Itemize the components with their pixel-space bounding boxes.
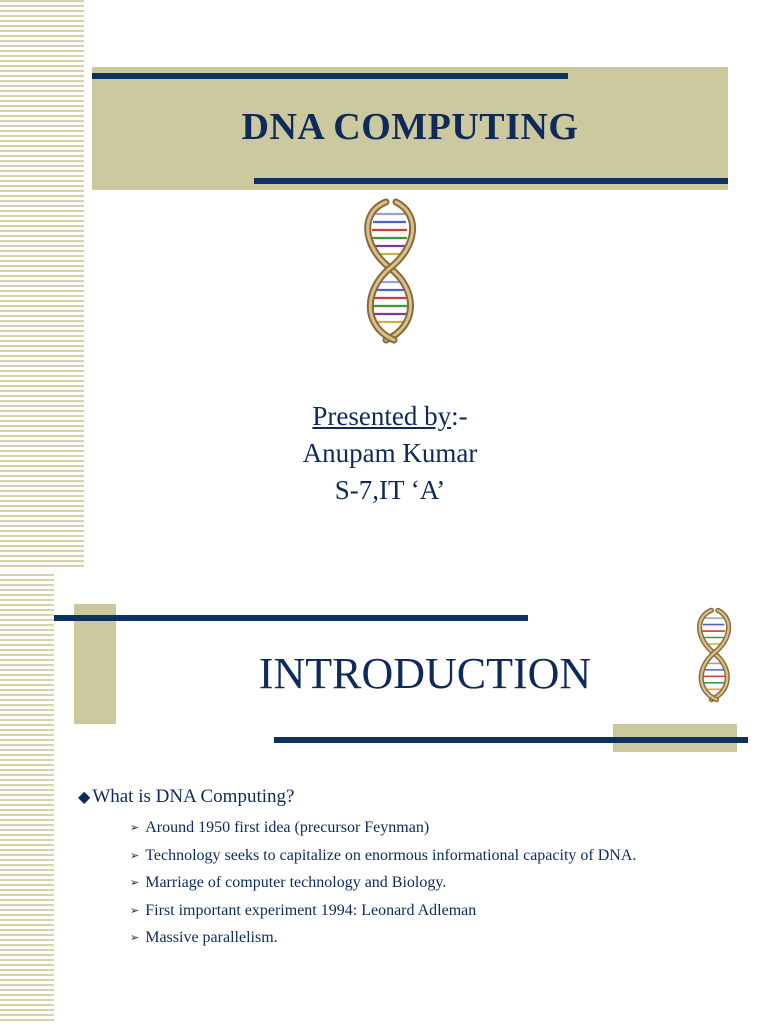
intro-rule-top: [54, 615, 528, 621]
dna-helix-icon: [692, 603, 736, 707]
title-rule-bottom: [254, 178, 728, 184]
arrow-bullet-icon: ➢: [130, 904, 140, 917]
bullet-list: [78, 786, 758, 953]
arrow-bullet-icon: ➢: [130, 822, 140, 834]
dna-helix-icon: [356, 198, 424, 344]
sub-bullet-text: Massive parallelism.: [145, 929, 278, 946]
striped-margin: [0, 0, 84, 570]
presenter-class: S-7,IT ‘A’: [334, 475, 446, 505]
arrow-bullet-icon: ➢: [130, 849, 140, 862]
sub-bullet-text: Around 1950 first idea (precursor Feynman): [145, 819, 430, 836]
arrow-bullet-icon: ➢: [130, 877, 140, 889]
title-rule-top: [92, 73, 568, 79]
sub-bullet-text: First important experiment 1994: Leonard Adleman: [145, 901, 477, 919]
sub-bullet: [130, 925, 758, 953]
sub-bullet: [130, 870, 758, 898]
intro-rule-bottom: [274, 737, 748, 743]
sub-bullet: [130, 898, 758, 926]
slide-title: INTRODUCTION: [258, 649, 592, 698]
accent-block-left: [74, 604, 116, 724]
presented-by-suffix: :-: [451, 401, 468, 431]
sub-bullet-text: Marriage of computer technology and Biology.: [145, 874, 447, 891]
introduction-slide: [0, 574, 768, 1024]
main-bullet-text: What is DNA Computing?: [92, 786, 295, 807]
presented-by-label: Presented by: [312, 401, 452, 431]
diamond-bullet-icon: ◆: [78, 789, 91, 806]
sub-bullet: [130, 815, 758, 843]
main-bullet: [78, 786, 758, 808]
presented-by-line: [200, 398, 580, 435]
striped-margin: [0, 574, 54, 1024]
presenter-block: [200, 398, 580, 509]
sub-bullet-text: Technology seeks to capitalize on enormous informational capacity of DNA.: [145, 846, 637, 864]
presenter-name: Anupam Kumar: [302, 438, 478, 468]
sub-bullet: [130, 843, 758, 871]
arrow-bullet-icon: ➢: [130, 932, 140, 944]
slide-title: DNA COMPUTING: [241, 106, 579, 148]
